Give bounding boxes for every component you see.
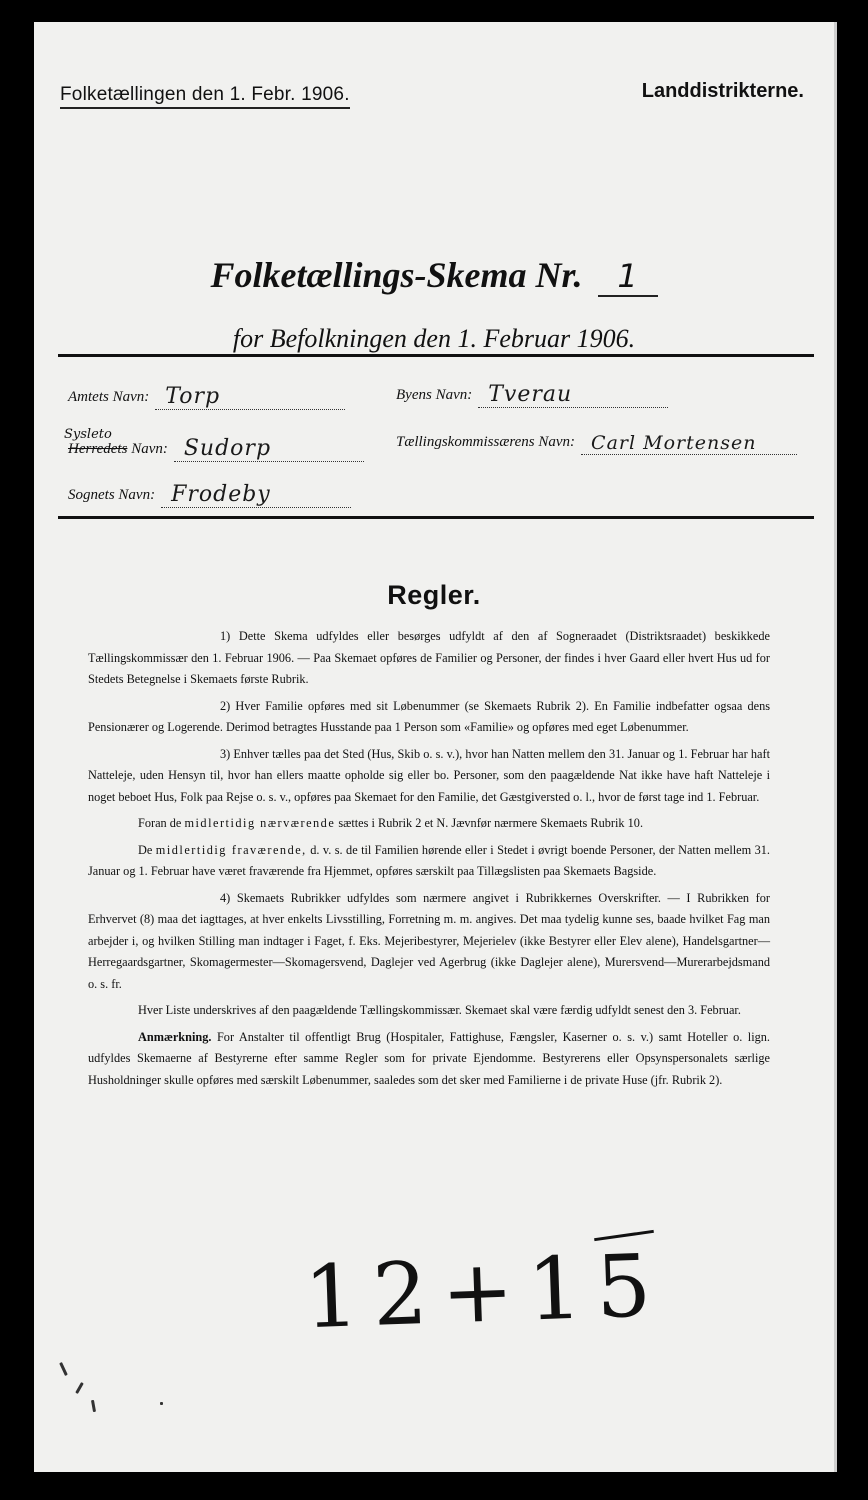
field-amt-label: Amtets Navn: — [68, 389, 150, 405]
rule-4: 4) Skemaets Rubrikker udfyldes som nærmere angivet i Rubrikkernes Overskrifter. — I Rubrikken for Erhvervet (8) maa det iagttages, at hver enkelts Livsstilling, Forretning m. m. angives. Det maa tydelig kunne ses, baade hvilket Fag man arbejder i, og hvilken Stilling man indtager i Faget, f. Eks. Mejeribestyrer, Mejerielev (ikke Bestyrer eller Elev alene), Handelsgartner—Herregaardsgartner, Skomagermester—Skomagersvend, Daglejer ved Agerbrug (ikke Daglejer alene), Murersvend—Murerarbejdsmand o. s. fr. — [88, 890, 770, 991]
field-sogn-label: Sognets Navn: — [68, 487, 156, 503]
rule-4-signature: Hver Liste underskrives af den paagældende Tællingskommissær. Skemaet skal være færdig udfyldt senest den 3. Februar. — [138, 1003, 741, 1017]
field-by-value: Tverau — [478, 382, 668, 408]
rules-body — [88, 626, 770, 1096]
field-sogn-value: Frodeby — [161, 482, 351, 508]
field-kommissaer — [396, 432, 797, 455]
field-herred-value: Sudorp — [174, 436, 364, 462]
field-herred-struck-label: Herredets — [68, 441, 128, 457]
rule-note-label: Anmærkning. — [138, 1029, 212, 1044]
rule-3-present-rest: sættes i Rubrik 2 et N. Jævnfør nærmere Skemaets Rubrik 10. — [338, 816, 644, 830]
field-kommissaer-value: Carl Mortensen — [581, 432, 797, 455]
form-number: 1 — [598, 257, 658, 297]
margin-mark — [160, 1402, 163, 1405]
field-sogn — [68, 482, 351, 508]
field-amt-value: Torp — [155, 384, 345, 410]
field-amt — [68, 384, 345, 410]
bottom-divider — [58, 516, 814, 519]
top-divider — [58, 354, 814, 357]
field-herred — [64, 427, 364, 462]
field-by — [396, 382, 668, 408]
rule-2: 2) Hver Familie opføres med sit Løbenummer (se Skemaets Rubrik 2). En Familie indbefatter ogsaa dens Pensionærer og Logerende. Derimod betragtes Husstande paa 1 Person som «Familie» og opføres med eget Løbenummer. — [88, 698, 770, 734]
margin-mark — [75, 1382, 84, 1394]
header-census-date: Folketællingen den 1. Febr. 1906. — [60, 84, 350, 109]
rule-3-present-emph: midlertidig nærværende — [184, 816, 336, 830]
rule-3-absent — [88, 840, 770, 883]
margin-mark — [59, 1362, 68, 1376]
margin-mark — [91, 1400, 96, 1412]
rule-3-present — [88, 813, 770, 835]
rule-3-absent-emph: midlertidig fraværende, — [155, 842, 307, 857]
field-herred-label-rest: Navn: — [131, 441, 168, 457]
handwritten-note: 12+15 — [302, 1235, 667, 1349]
rule-3-absent-rest: d. v. s. de til Familien hørende eller i Stedet i øvrigt boende Personer, der Natten mellem 31. Januar og 1. Februar have været fraværende fra Hjemmet, opføres særskilt paa Tillægslisten paa Skemaets Bagside. — [88, 842, 771, 878]
form-subtitle: for Befolkningen den 1. Februar 1906. — [232, 324, 636, 353]
rule-3-present-prefix: Foran de — [138, 816, 182, 830]
census-form-page — [34, 22, 837, 1472]
form-title-text: Folketællings-Skema Nr. — [210, 255, 583, 295]
rules-heading: Regler. — [387, 580, 481, 610]
rule-3: 3) Enhver tælles paa det Sted (Hus, Skib o. s. v.), hvor han Natten mellem den 31. Januar og 1. Februar har haft Natteleje, uden Hensyn til, hvor han ellers maatte opholde sig eller bo. Personer, som den paagældende Nat ikke have haft Natteleje i noget beboet Hus, Folk paa Rejse o. s. v., opføres paa Skemaet for den Familie, det Gæstgiversted o. l., hvor de først tage ind 1. Februar. — [88, 746, 770, 804]
field-kommissaer-label: Tællingskommissærens Navn: — [396, 434, 576, 450]
rule-1: 1) Dette Skema udfyldes eller besørges udfyldt af den af Sogneraadet (Distriktsraadet) beskikkede Tællingskommissær den 1. Februar 1906. — Paa Skemaet opføres de Familier og Personer, der findes i hver Gaard eller hvert Hus ud for Stedets Betegnelse i Skemaets første Rubrik. — [88, 629, 770, 686]
field-by-label: Byens Navn: — [396, 387, 473, 403]
rule-note — [88, 1027, 770, 1092]
rule-3-absent-prefix: De — [138, 842, 153, 857]
field-herred-overwrite: Sysleto — [64, 427, 112, 442]
field-herred-label — [64, 427, 168, 462]
form-title — [34, 254, 834, 297]
rule-note-text: For Anstalter til offentligt Brug (Hospitaler, Fattighuse, Fængsler, Kaserner o. s. v.) samt Hoteller o. lign. udfyldes Skemaerne af Bestyrerne efter samme Regler som for private Ejendomme. Bestyrerens eller Opsynspersonalets særlige Husholdninger skulle opføres med særskilt Løbenummer, saaledes som det sker med Familierne i de private Huse (jfr. Rubrik 2). — [88, 1029, 770, 1087]
header-district-type: Landdistrikterne. — [641, 80, 804, 102]
